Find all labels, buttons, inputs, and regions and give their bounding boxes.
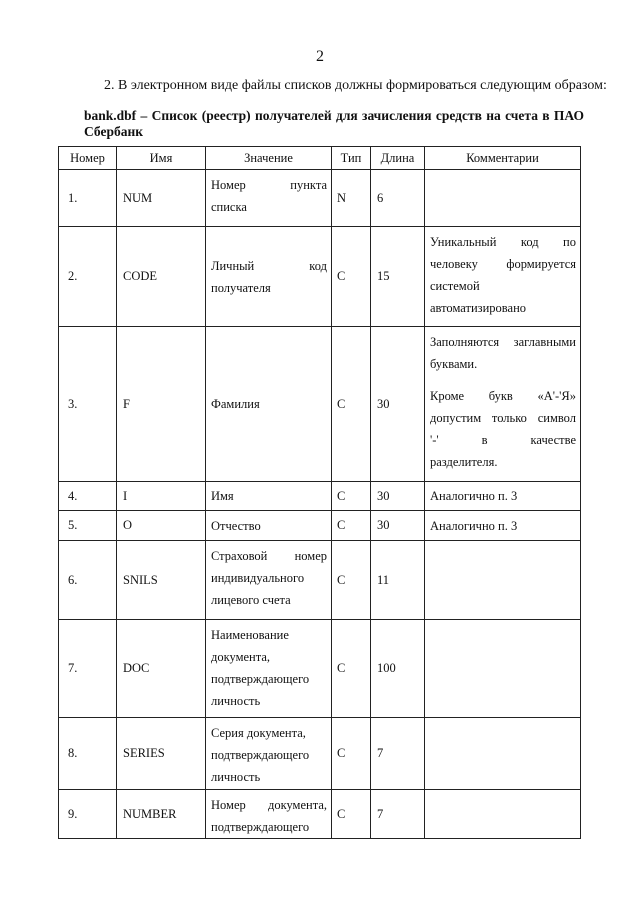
cell-value: [206, 227, 332, 327]
cell-name: NUM: [117, 170, 206, 227]
cell-type: N: [332, 170, 371, 227]
cell-length: 100: [371, 620, 425, 718]
comment-line: Кроме букв «А'-'Я»: [430, 389, 576, 403]
cell-type: C: [332, 227, 371, 327]
cell-length: 15: [371, 227, 425, 327]
cell-name: O: [117, 511, 206, 541]
comment-line: Заполняются заглавными: [430, 335, 576, 349]
cell-type: C: [332, 790, 371, 839]
table-header-row: [59, 147, 581, 170]
comment-line: Уникальный код по: [430, 235, 576, 249]
cell-value: [206, 790, 332, 839]
comment-line: системой: [430, 279, 480, 293]
comment-line: '-' в качестве: [430, 433, 576, 447]
cell-comment: [425, 327, 581, 482]
value-line: подтверждающего: [211, 748, 310, 762]
cell-num: 2.: [59, 227, 117, 327]
cell-value: [206, 170, 332, 227]
table-row: [59, 790, 581, 839]
cell-name: CODE: [117, 227, 206, 327]
value-line: лицевого счета: [211, 593, 291, 607]
header-value: Значение: [206, 147, 332, 170]
value-line: личность: [211, 694, 261, 708]
comment-spacer: [430, 375, 576, 385]
cell-type: C: [332, 511, 371, 541]
cell-length: 7: [371, 718, 425, 790]
table-row: [59, 227, 581, 327]
table-row: [59, 718, 581, 790]
value-line: Номер пункта: [211, 178, 327, 192]
value-line: Страховой номер: [211, 549, 327, 563]
header-length: Длина: [371, 147, 425, 170]
header-comment: Комментарии: [425, 147, 581, 170]
table-row: [59, 511, 581, 541]
cell-length: 6: [371, 170, 425, 227]
cell-comment: [425, 511, 581, 541]
table-title-line-2: Сбербанк: [84, 124, 144, 139]
cell-comment: [425, 227, 581, 327]
intro-paragraph: 2. В электронном виде файлы списков должны формироваться следующим образом:: [104, 78, 607, 93]
comment-line: Аналогично п. 3: [430, 489, 518, 503]
cell-type: C: [332, 718, 371, 790]
value-line: документа,: [211, 650, 271, 664]
comment-line: автоматизировано: [430, 301, 527, 315]
cell-comment: [425, 718, 581, 790]
cell-value: [206, 718, 332, 790]
cell-comment: [425, 170, 581, 227]
table-row: [59, 541, 581, 620]
cell-name: I: [117, 482, 206, 511]
cell-num: 3.: [59, 327, 117, 482]
value-line: Фамилия: [211, 397, 260, 411]
header-num: Номер: [59, 147, 117, 170]
table-title-line-1: bank.dbf – Список (реестр) получателей для зачисления средств на счета в ПАО: [84, 108, 584, 123]
comment-line: человеку формируется: [430, 257, 576, 271]
cell-name: SERIES: [117, 718, 206, 790]
comment-line: буквами.: [430, 357, 478, 371]
cell-name: SNILS: [117, 541, 206, 620]
cell-length: 11: [371, 541, 425, 620]
cell-num: 1.: [59, 170, 117, 227]
cell-name: NUMBER: [117, 790, 206, 839]
cell-type: C: [332, 482, 371, 511]
table-title: [84, 108, 584, 140]
cell-num: 4.: [59, 482, 117, 511]
cell-name: DOC: [117, 620, 206, 718]
cell-comment: [425, 541, 581, 620]
page-number: 2: [316, 48, 324, 65]
table-row: [59, 620, 581, 718]
cell-value: [206, 620, 332, 718]
comment-line: Аналогично п. 3: [430, 518, 518, 533]
header-name: Имя: [117, 147, 206, 170]
value-line: Имя: [211, 489, 234, 503]
value-line: получателя: [211, 280, 271, 295]
cell-type: C: [332, 327, 371, 482]
cell-num: 5.: [59, 511, 117, 541]
spec-table: [58, 146, 581, 839]
value-line: списка: [211, 200, 247, 214]
cell-name: F: [117, 327, 206, 482]
value-line: Номер документа,: [211, 798, 327, 812]
cell-comment: [425, 620, 581, 718]
cell-num: 6.: [59, 541, 117, 620]
value-line: личность: [211, 770, 261, 784]
cell-length: 7: [371, 790, 425, 839]
cell-value: [206, 511, 332, 541]
cell-num: 8.: [59, 718, 117, 790]
comment-line: допустим только символ: [430, 411, 576, 425]
cell-length: 30: [371, 482, 425, 511]
cell-comment: [425, 482, 581, 511]
cell-value: [206, 541, 332, 620]
table-row: [59, 170, 581, 227]
value-line: Личный код: [211, 258, 327, 273]
cell-length: 30: [371, 511, 425, 541]
cell-num: 9.: [59, 790, 117, 839]
value-line: подтверждающего: [211, 672, 310, 686]
cell-length: 30: [371, 327, 425, 482]
cell-type: C: [332, 541, 371, 620]
cell-type: C: [332, 620, 371, 718]
comment-line: разделителя.: [430, 455, 498, 469]
value-line: Наименование: [211, 628, 289, 642]
value-line: индивидуального: [211, 571, 305, 585]
cell-comment: [425, 790, 581, 839]
value-line: Серия документа,: [211, 726, 306, 740]
cell-num: 7.: [59, 620, 117, 718]
header-type: Тип: [332, 147, 371, 170]
value-line: Отчество: [211, 518, 261, 533]
table-row: [59, 327, 581, 482]
cell-value: [206, 482, 332, 511]
cell-value: [206, 327, 332, 482]
table-row: [59, 482, 581, 511]
value-line: подтверждающего: [211, 820, 310, 834]
